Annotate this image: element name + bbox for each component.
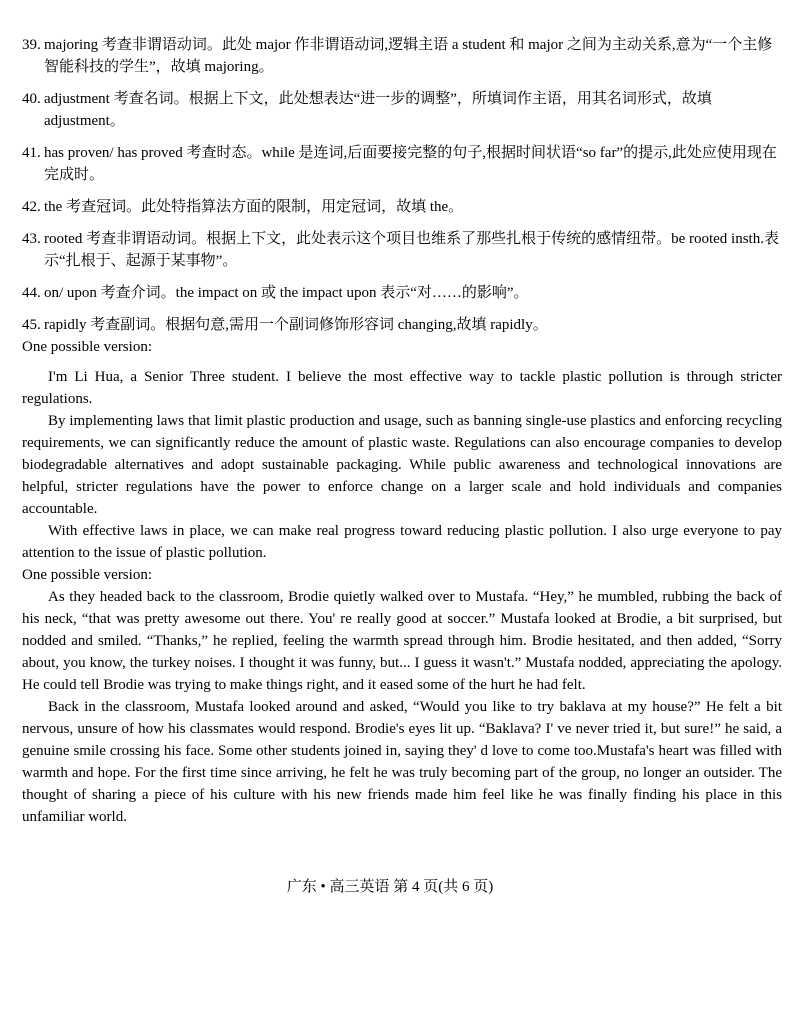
page-number-label: 广东 • 高三英语 第 4 页(共 6 页) (286, 879, 494, 895)
answer-number: 39. (22, 37, 41, 53)
essay-one-heading: One possible version: (22, 339, 152, 355)
answer-text: the 考查冠词。此处特指算法方面的限制，用定冠词，故填 the。 (44, 199, 464, 215)
answer-item (22, 142, 782, 186)
answer-number: 43. (22, 231, 41, 247)
answer-number: 40. (22, 91, 41, 107)
essay-paragraph: With effective laws in place, we can make real progress toward reducing plastic pollution. I also urge everyone to pay attention to the issue of plastic pollution. (22, 523, 782, 561)
essay-paragraph: I'm Li Hua, a Senior Three student. I believe the most effective way to tackle plastic pollution is through stricter regulations. (22, 369, 782, 407)
answer-item (22, 196, 782, 218)
answer-number: 41. (22, 145, 41, 161)
answer-text: rapidly 考查副词。根据句意,需用一个副词修饰形容词 changing,故填 rapidly。 (44, 317, 548, 333)
answer-item (22, 314, 782, 336)
essay-two (22, 564, 782, 828)
essay-two-heading: One possible version: (22, 567, 152, 583)
answer-item (22, 228, 782, 272)
answer-text: majoring 考查非谓语动词。此处 major 作非谓语动词,逻辑主语 a student 和 major 之间为主动关系,意为“一个主修智能科技的学生”，故填 majoring。 (44, 37, 773, 75)
answer-number: 42. (22, 199, 41, 215)
answer-page (22, 0, 782, 828)
page-footer (0, 876, 800, 898)
essay-paragraph: As they headed back to the classroom, Brodie quietly walked over to Mustafa. “Hey,” he mumbled, rubbing the back of his neck, “that was pretty awesome out there. You' re really good at soccer.” Mustafa looked at Brodie, a bit surprised, but nodded and smiled. “Thanks,” he replied, feeling the warmth spread through him. Brodie hesitated, and then added, “Sorry about, you know, the turkey noises. I thought it was funny, but... I guess it wasn't.” Mustafa nodded, appreciating the apology. He could tell Brodie was trying to make things right, and it eased some of the hurt he had felt. (22, 589, 782, 693)
answer-list (22, 34, 782, 336)
answer-item (22, 34, 782, 78)
answer-text: on/ upon 考查介词。the impact on 或 the impact upon 表示“对……的影响”。 (44, 285, 529, 301)
essay-paragraph: By implementing laws that limit plastic production and usage, such as banning single-use plastics and enforcing recycling requirements, we can significantly reduce the amount of plastic waste. Regulations can also encourage companies to develop biodegradable alternatives and adopt sustainable packaging. While public awareness and technological innovations are helpful, stricter regulations have the power to enforce change on a larger scale and hold individuals and companies accountable. (22, 413, 782, 517)
answer-text: has proven/ has proved 考查时态。while 是连词,后面要接完整的句子,根据时间状语“so far”的提示,此处应使用现在完成时。 (44, 145, 777, 183)
answer-item (22, 88, 782, 132)
answer-number: 44. (22, 285, 41, 301)
answer-number: 45. (22, 317, 41, 333)
answer-item (22, 282, 782, 304)
essay-paragraph: Back in the classroom, Mustafa looked around and asked, “Would you like to try baklava at my house?” He felt a bit nervous, unsure of how his classmates would respond. Brodie's eyes lit up. “Baklava? I' ve never tried it, but sure!” he said, a genuine smile crossing his face. Some other students joined in, saying they' d love to come too.Mustafa's heart was filled with warmth and hope. For the first time since arriving, he felt he was truly becoming part of the group, no longer an outsider. The thought of sharing a piece of his culture with his new friends made him feel like he was finally finding his place in this unfamiliar world. (22, 699, 782, 825)
answer-text: rooted 考查非谓语动词。根据上下文，此处表示这个项目也维系了那些扎根于传统的感情纽带。be rooted insth.表示“扎根于、起源于某事物”。 (44, 231, 779, 269)
answer-text: adjustment 考查名词。根据上下文，此处想表达“进一步的调整”，所填词作主语，用其名词形式，故填 adjustment。 (44, 91, 712, 129)
essay-one (22, 336, 782, 564)
